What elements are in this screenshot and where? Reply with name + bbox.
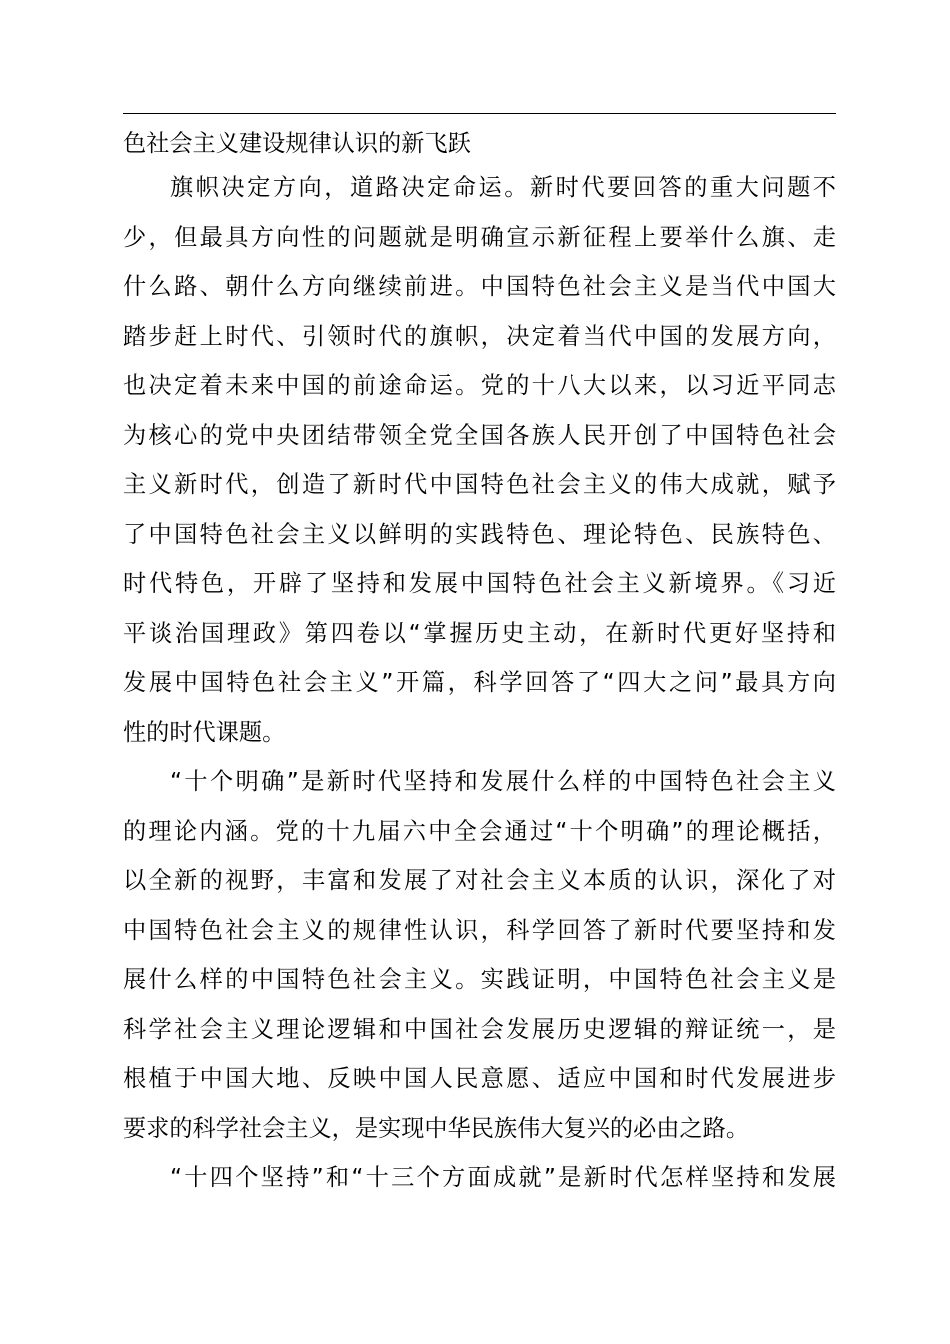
text-line: 展什么样的中国特色社会主义。实践证明，中国特色社会主义是 bbox=[123, 966, 836, 993]
text-line: 时代特色，开辟了坚持和发展中国特色社会主义新境界。《习近 bbox=[123, 570, 836, 597]
text-line: 以全新的视野，丰富和发展了对社会主义本质的认识，深化了对 bbox=[123, 867, 836, 894]
text-line: 主义新时代，创造了新时代中国特色社会主义的伟大成就，赋予 bbox=[123, 471, 836, 498]
text-line: 色社会主义建设规律认识的新飞跃 bbox=[123, 130, 471, 157]
text-line: 了中国特色社会主义以鲜明的实践特色、理论特色、民族特色、 bbox=[123, 520, 836, 548]
text-line: 平谈治国理政》第四卷以“掌握历史主动，在新时代更好坚持和 bbox=[123, 619, 836, 647]
text-line: 中国特色社会主义的规律性认识，科学回答了新时代要坚持和发 bbox=[123, 916, 836, 944]
paragraph-last-line: 性的时代课题。 bbox=[123, 718, 286, 746]
text-line: 为核心的党中央团结带领全党全国各族人民开创了中国特色社会 bbox=[123, 421, 836, 449]
text-line: 根植于中国大地、反映中国人民意愿、适应中国和时代发展进步 bbox=[123, 1065, 836, 1092]
document-body bbox=[123, 124, 836, 1208]
text-line: 发展中国特色社会主义”开篇，科学回答了“四大之问”最具方向 bbox=[123, 669, 836, 696]
paragraph-first-line: 旗帜决定方向，道路决定命运。新时代要回答的重大问题不 bbox=[170, 174, 836, 201]
text-line: 踏步赶上时代、引领时代的旗帜，决定着当代中国的发展方向， bbox=[123, 322, 836, 350]
header-rule bbox=[123, 113, 836, 114]
text-line: 也决定着未来中国的前途命运。党的十八大以来，以习近平同志 bbox=[123, 372, 836, 399]
text-line: 的理论内涵。党的十九届六中全会通过“十个明确”的理论概括， bbox=[123, 817, 836, 845]
paragraph-first-line: “十四个坚持”和“十三个方面成就”是新时代怎样坚持和发展 bbox=[170, 1164, 836, 1191]
text-line: 科学社会主义理论逻辑和中国社会发展历史逻辑的辩证统一，是 bbox=[123, 1015, 836, 1043]
paragraph-first-line: “十个明确”是新时代坚持和发展什么样的中国特色社会主义 bbox=[170, 768, 836, 795]
text-line: 什么路、朝什么方向继续前进。中国特色社会主义是当代中国大 bbox=[123, 273, 836, 300]
paragraph-last-line: 要求的科学社会主义，是实现中华民族伟大复兴的必由之路。 bbox=[123, 1114, 750, 1142]
text-line: 少，但最具方向性的问题就是明确宣示新征程上要举什么旗、走 bbox=[123, 223, 836, 251]
